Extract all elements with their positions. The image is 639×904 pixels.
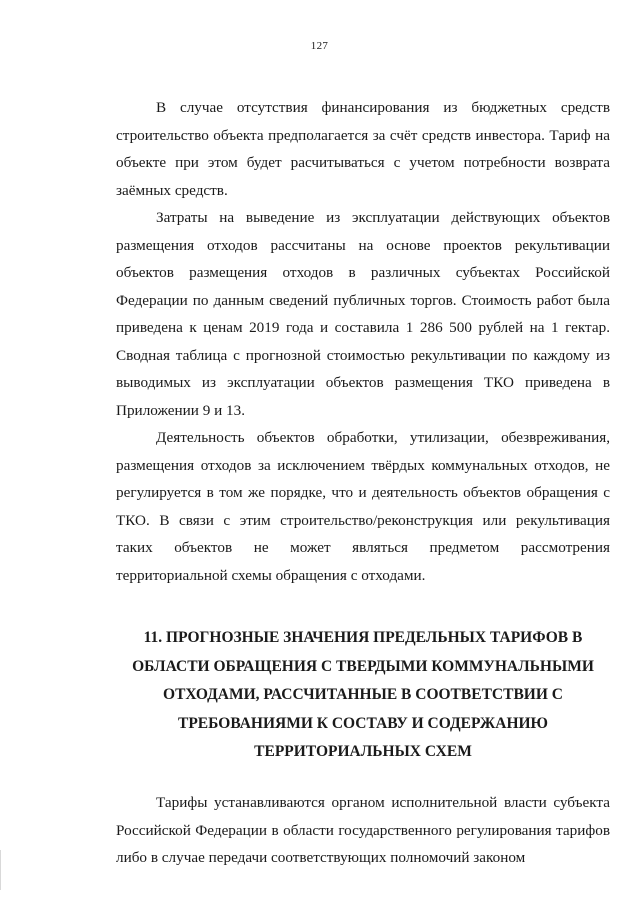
scan-edge-mark: [0, 850, 1, 890]
paragraph-decommissioning-costs: Затраты на выведение из эксплуатации действующих объектов размещения отходов рассчитаны на основе проектов рекультивации объектов размещения отходов в различных субъектах Российской Федерации по данным сведений публичных торгов. Стоимость работ была приведена к ценам 2019 года и составила 1 286 500 рублей на 1 гектар. Сводная таблица с прогнозной стоимостью рекультивации по каждому из выводимых из эксплуатации объектов размещения ТКО приведена в Приложении 9 и 13.: [116, 209, 610, 419]
paragraph-regulation: Деятельность объектов обработки, утилизации, обезвреживания, размещения отходов за исключением твёрдых коммунальных отходов, не регулируется в том же порядке, что и деятельность объектов обращения с ТКО. В связи с этим строительство/реконструкция или рекультивация таких объектов не может являться предметом рассмотрения территориальной схемы обращения с отходами.: [116, 429, 610, 584]
paragraph-tariffs: Тарифы устанавливаются органом исполнительной власти субъекта Российской Федерации в области государственного регулирования тарифов либо в случае передачи соответствующих полномочий законом: [116, 794, 610, 866]
body-text-upper: [116, 94, 610, 589]
paragraph-financing: В случае отсутствия финансирования из бюджетных средств строительство объекта предполагается за счёт средств инвестора. Тариф на объекте при этом будет расчитываться с учетом потребности возврата заёмных средств.: [116, 99, 610, 199]
body-text-lower: [116, 789, 610, 872]
section-heading: 11. ПРОГНОЗНЫЕ ЗНАЧЕНИЯ ПРЕДЕЛЬНЫХ ТАРИФОВ В ОБЛАСТИ ОБРАЩЕНИЯ С ТВЕРДЫМИ КОММУНАЛЬНЫМИ ОТХОДАМИ, РАССЧИТАННЫЕ В СООТВЕТСТВИИ С ТРЕБОВАНИЯМИ К СОСТАВУ И СОДЕРЖАНИЮ ТЕРРИТОРИАЛЬНЫХ СХЕМ: [132, 629, 594, 760]
page-number: 127: [310, 40, 329, 52]
